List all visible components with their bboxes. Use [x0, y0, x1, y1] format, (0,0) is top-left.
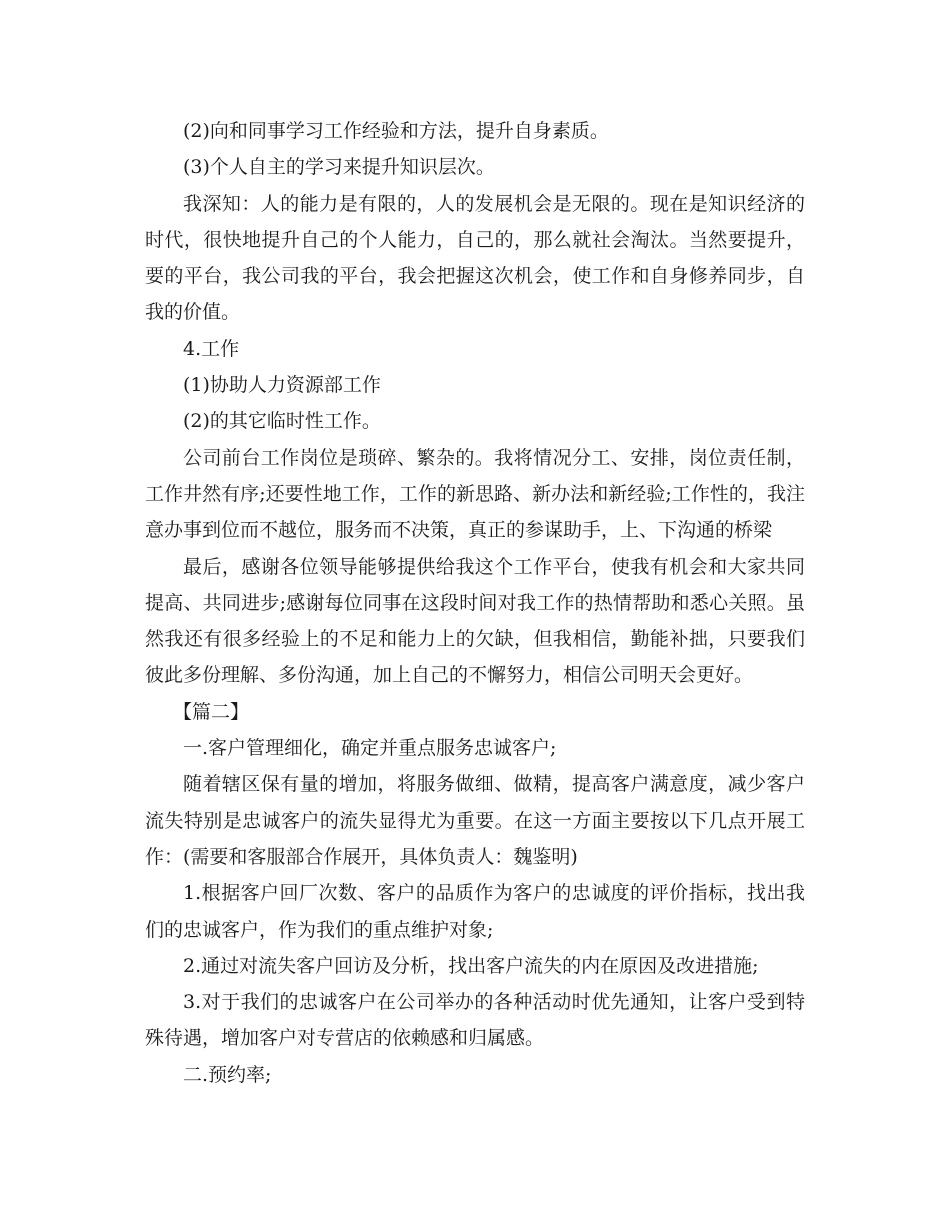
- section-heading: 二.预约率;: [183, 1063, 272, 1086]
- list-item: 2.通过对流失客户回访及分析，找出客户流失的内在原因及改进措施;: [183, 954, 759, 977]
- paragraph: (2)的其它临时性工作。: [183, 410, 381, 433]
- paragraph: 最后，感谢各位领导能够提供给我这个工作平台，使我有机会和大家共同提高、共同进步;感谢每位同事在这段时间对我工作的热情帮助和悉心关照。虽然我还有很多经验上的不足和能力上的欠缺，但我相信，勤能补拙，只要我们彼此多份理解、多份沟通，加上自己的不懈努力，相信公司明天会更好。: [145, 555, 805, 687]
- section-heading: 4.工作: [183, 337, 240, 360]
- section-heading: 一.客户管理细化，确定并重点服务忠诚客户;: [183, 737, 557, 760]
- list-item: 3.对于我们的忠诚客户在公司举办的各种活动时优先通知，让客户受到特殊待遇，增加客户对专营店的依赖感和归属感。: [145, 991, 805, 1050]
- paragraph: (2)向和同事学习工作经验和方法，提升自身素质。: [183, 120, 609, 142]
- paragraph: 我深知：人的能力是有限的，人的发展机会是无限的。现在是知识经济的时代，很快地提升自己的个人能力，自己的，那么就社会淘汰。当然要提升，要的平台，我公司我的平台，我会把握这次机会，使工作和自身修养同步，自我的价值。: [145, 192, 805, 324]
- chapter-heading: 【篇二】: [173, 700, 250, 723]
- document-body: [145, 113, 805, 1093]
- paragraph: 公司前台工作岗位是琐碎、繁杂的。我将情况分工、安排，岗位责任制，工作井然有序;还要性地工作，工作的新思路、新办法和新经验;工作性的，我注意办事到位而不越位，服务而不决策，真正的参谋助手，上、下沟通的桥梁: [145, 446, 805, 542]
- paragraph: (3)个人自主的学习来提升知识层次。: [183, 156, 495, 179]
- list-item: 1.根据客户回厂次数、客户的品质作为客户的忠诚度的评价指标，找出我们的忠诚客户，作为我们的重点维护对象;: [145, 882, 805, 941]
- paragraph: 随着辖区保有量的增加，将服务做细、做精，提高客户满意度，减少客户流失特别是忠诚客户的流失显得尤为重要。在这一方面主要按以下几点开展工作：(需要和客服部合作展开，具体负责人：魏鉴明): [145, 773, 805, 868]
- paragraph: (1)协助人力资源部工作: [183, 374, 381, 397]
